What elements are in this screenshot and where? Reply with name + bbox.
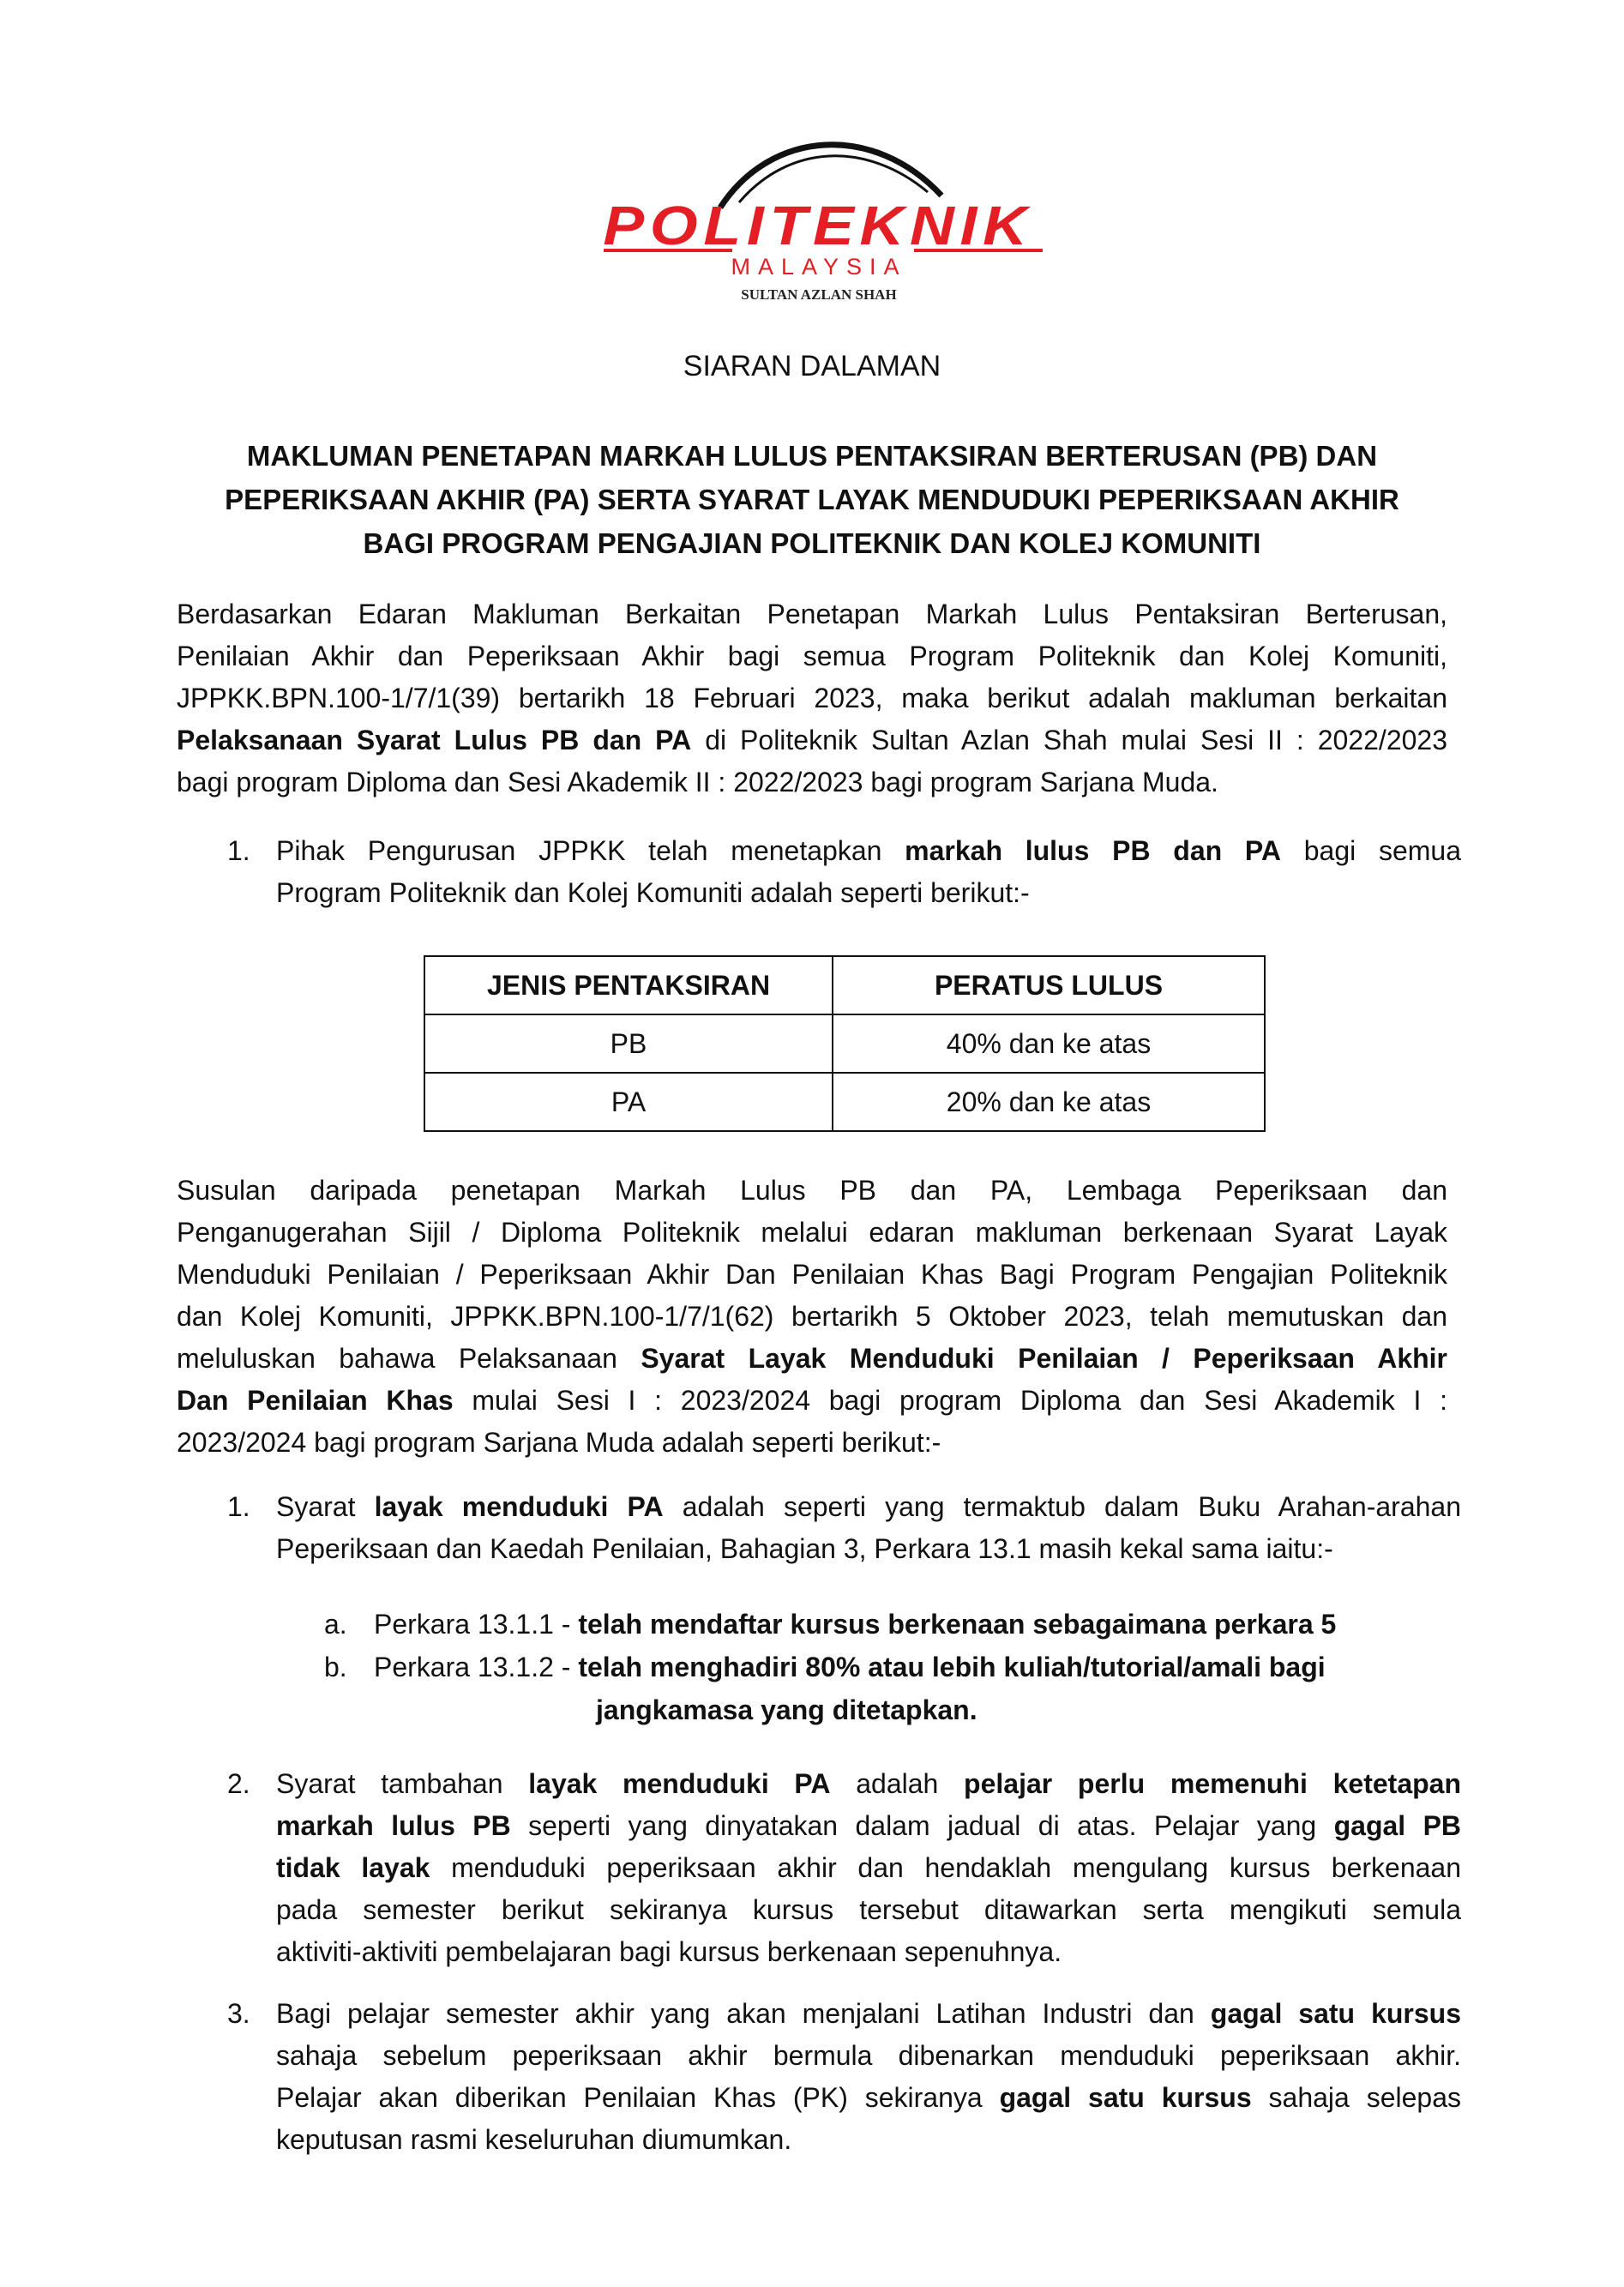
table-header-row	[424, 956, 1265, 1014]
table-cell: PB	[424, 1014, 833, 1073]
bold-text: telah mendaftar kursus berkenaan sebagaimana perkara 5	[578, 1609, 1337, 1640]
pass-mark-table	[424, 955, 1266, 1132]
text-run: Perkara 13.1.2 -	[374, 1652, 579, 1682]
column-header: JENIS PENTAKSIRAN	[424, 956, 833, 1014]
text-line	[276, 2077, 1461, 2119]
text-line: Penilaian Akhir dan Peperiksaan Akhir bagi semua Program Politeknik dan Kolej Komuniti,	[177, 641, 1447, 671]
text-line	[177, 719, 1447, 761]
bold-text: gagal satu kursus	[1210, 1998, 1462, 2029]
text-run: meluluskan bahawa Pelaksanaan	[177, 1343, 641, 1374]
text-run: seperti yang dinyatakan dalam jadual di atas. Pelajar yang	[510, 1810, 1334, 1841]
text-line: Menduduki Penilaian / Peperiksaan Akhir Dan Penilaian Khas Bagi Program Pengajian Politeknik	[177, 1259, 1447, 1290]
text-line: Peperiksaan dan Kaedah Penilaian, Bahagian 3, Perkara 13.1 masih kekal sama iaitu:-	[276, 1533, 1333, 1564]
text-run: mulai Sesi I : 2023/2024 bagi program Diploma dan Sesi Akademik I :	[453, 1385, 1448, 1416]
bold-text: markah lulus PB dan PA	[905, 835, 1282, 866]
text-line: Penganugerahan Sijil / Diploma Politeknik melalui edaran makluman berkenaan Syarat Layak	[177, 1217, 1447, 1248]
table-row	[424, 1073, 1265, 1131]
list-item	[227, 1763, 1462, 1986]
document-title	[154, 434, 1470, 565]
bold-text: gagal PB	[1333, 1810, 1462, 1841]
table-cell: PA	[424, 1073, 833, 1131]
logo-campus: SULTAN AZLAN SHAH	[741, 286, 897, 303]
text-line: sahaja sebelum peperiksaan akhir bermula dibenarkan menduduki peperiksaan akhir.	[276, 2040, 1461, 2071]
text-run: Syarat	[276, 1491, 375, 1522]
list-item	[227, 830, 1462, 924]
sub-item-b-continuation	[596, 1689, 977, 1731]
bold-text: pelajar perlu memenuhi ketetapan	[964, 1768, 1462, 1799]
text-line: 2023/2024 bagi program Sarjana Muda adalah seperti berikut:-	[177, 1427, 941, 1458]
text-run: Pihak Pengurusan JPPKK telah menetapkan	[276, 835, 905, 866]
text-run: adalah seperti yang termaktub dalam Buku Arahan-arahan	[663, 1491, 1462, 1522]
list-item	[227, 1486, 1462, 1580]
bold-text: layak menduduki PA	[528, 1768, 831, 1799]
text-run: menduduki peperiksaan akhir dan hendaklah mengulang kursus berkenaan	[430, 1852, 1462, 1883]
text-line: JPPKK.BPN.100-1/7/1(39) bertarikh 18 Februari 2023, maka berikut adalah makluman berkaitan	[177, 683, 1447, 713]
text-run: adalah	[830, 1768, 965, 1799]
text-run: Syarat tambahan	[276, 1768, 529, 1799]
politeknik-logo	[592, 129, 1055, 309]
text-line	[276, 1763, 1461, 1805]
bold-text: tidak layak	[276, 1852, 430, 1883]
text-run: sahaja selepas	[1251, 2082, 1462, 2113]
bold-text: layak menduduki PA	[374, 1491, 664, 1522]
text-line	[276, 830, 1461, 872]
item-number: 1.	[227, 1491, 250, 1522]
sub-item-letter: b.	[324, 1652, 347, 1682]
susulan-paragraph	[177, 1170, 1447, 1464]
text-line	[276, 1847, 1461, 1889]
text-line: pada semester berikut sekiranya kursus tersebut ditawarkan serta mengikuti semula	[276, 1894, 1461, 1925]
bold-text: gagal satu kursus	[999, 2082, 1252, 2113]
list-item	[227, 1993, 1462, 2182]
bold-text: telah menghadiri 80% atau lebih kuliah/tutorial/amali bagi	[578, 1652, 1326, 1682]
text-run: Bagi pelajar semester akhir yang akan menjalani Latihan Industri dan	[276, 1998, 1211, 2029]
logo-wordmark: POLITEKNIK	[603, 195, 1033, 256]
bold-text: Dan Penilaian Khas	[177, 1385, 454, 1416]
sub-item-a	[324, 1604, 1336, 1646]
text-line	[276, 1805, 1461, 1847]
document-label: SIARAN DALAMAN	[683, 350, 941, 382]
text-line	[177, 1338, 1447, 1380]
text-line: dan Kolej Komuniti, JPPKK.BPN.100-1/7/1(62) bertarikh 5 Oktober 2023, telah memutuskan dan	[177, 1301, 1447, 1332]
bold-text: markah lulus PB	[276, 1810, 511, 1841]
title-line: BAGI PROGRAM PENGAJIAN POLITEKNIK DAN KOLEJ KOMUNITI	[363, 527, 1261, 559]
text-line: Program Politeknik dan Kolej Komuniti adalah seperti berikut:-	[276, 877, 1030, 908]
text-run: bagi semua	[1281, 835, 1462, 866]
column-header: PERATUS LULUS	[833, 956, 1265, 1014]
text-line: Berdasarkan Edaran Makluman Berkaitan Penetapan Markah Lulus Pentaksiran Berterusan,	[177, 599, 1447, 629]
item-number: 1.	[227, 835, 250, 866]
table-cell: 20% dan ke atas	[833, 1073, 1265, 1131]
table-cell: 40% dan ke atas	[833, 1014, 1265, 1073]
intro-paragraph	[177, 593, 1447, 803]
text-run: Pelajar akan diberikan Penilaian Khas (PK) sekiranya	[276, 2082, 1000, 2113]
text-line: Susulan daripada penetapan Markah Lulus PB dan PA, Lembaga Peperiksaan dan	[177, 1175, 1447, 1206]
sub-item-letter: a.	[324, 1609, 347, 1640]
text-line: keputusan rasmi keseluruhan diumumkan.	[276, 2124, 792, 2155]
bold-text: Syarat Layak Menduduki Penilaian / Peperiksaan Akhir	[641, 1343, 1448, 1374]
text-line	[276, 1486, 1461, 1528]
item-number: 2.	[227, 1768, 250, 1799]
text-line: aktiviti-aktiviti pembelajaran bagi kursus berkenaan sepenuhnya.	[276, 1936, 1062, 1967]
title-line: PEPERIKSAAN AKHIR (PA) SERTA SYARAT LAYAK MENDUDUKI PEPERIKSAAN AKHIR	[225, 484, 1399, 515]
bold-text: jangkamasa yang ditetapkan.	[596, 1694, 977, 1725]
sub-item-b	[324, 1646, 1326, 1688]
title-line: MAKLUMAN PENETAPAN MARKAH LULUS PENTAKSIRAN BERTERUSAN (PB) DAN	[246, 440, 1378, 472]
table-row	[424, 1014, 1265, 1073]
item-number: 3.	[227, 1998, 250, 2029]
text-run: di Politeknik Sultan Azlan Shah mulai Sesi II : 2022/2023	[691, 725, 1448, 755]
text-line	[177, 1380, 1447, 1422]
text-run: Perkara 13.1.1 -	[374, 1609, 579, 1640]
text-line: bagi program Diploma dan Sesi Akademik II : 2022/2023 bagi program Sarjana Muda.	[177, 767, 1218, 797]
bold-text: Pelaksanaan Syarat Lulus PB dan PA	[177, 725, 692, 755]
logo-country: MALAYSIA	[731, 254, 907, 280]
text-line	[276, 1993, 1461, 2035]
